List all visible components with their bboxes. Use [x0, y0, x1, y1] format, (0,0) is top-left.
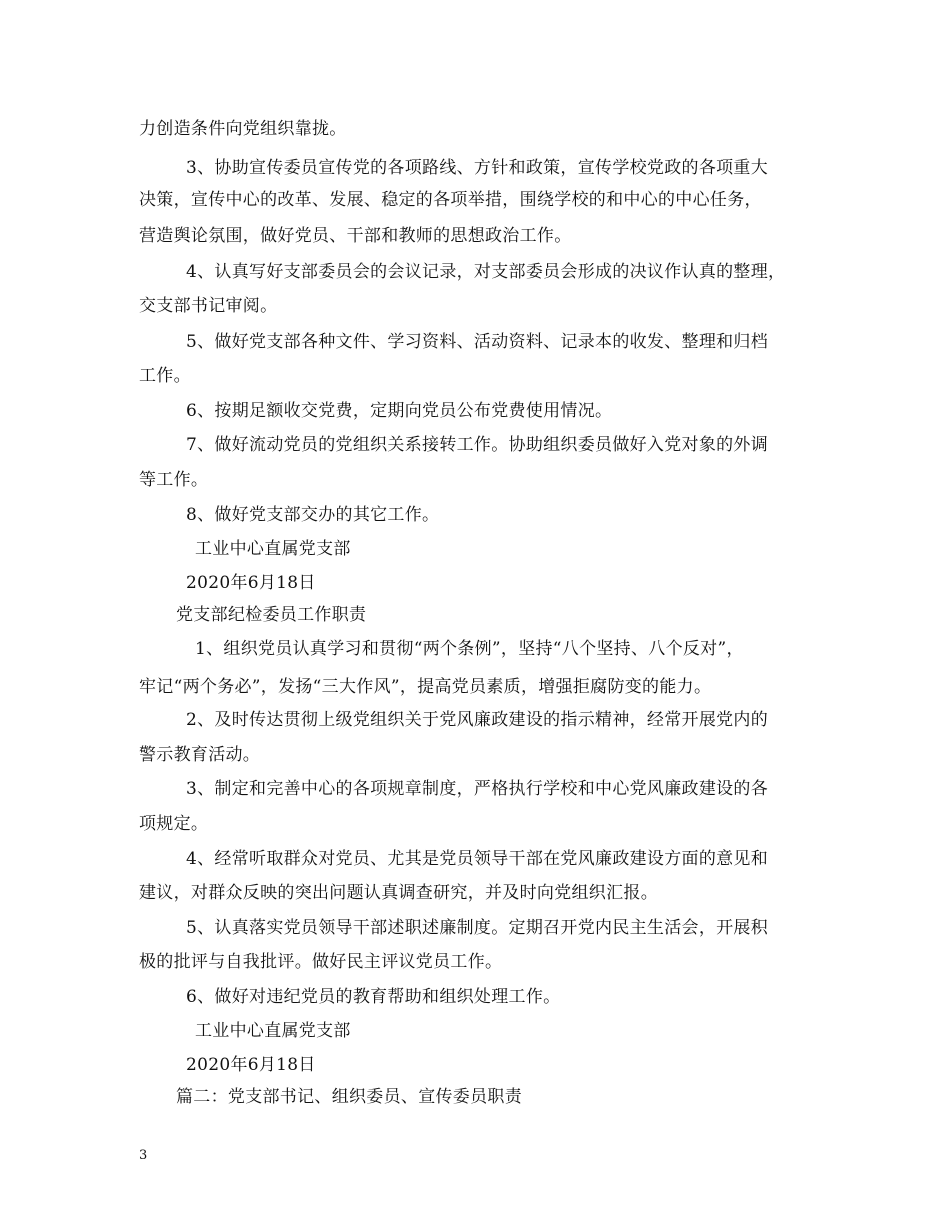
page-number: 3 — [139, 1148, 148, 1163]
text-line: 2、及时传达贯彻上级党组织关于党风廉政建设的指示精神，经常开展党内的 — [186, 710, 769, 730]
text-line: 力创造条件向党组织靠拢。 — [139, 119, 347, 139]
text-line: 5、认真落实党员领导干部述职述廉制度。定期召开党内民主生活会，开展积 — [186, 918, 769, 938]
text-line: 7、做好流动党员的党组织关系接转工作。协助组织委员做好入党对象的外调 — [186, 435, 769, 455]
text-line: 4、认真写好支部委员会的会议记录，对支部委员会形成的决议作认真的整理， — [186, 262, 786, 282]
text-line: 等工作。 — [139, 470, 209, 490]
signature-date: 2020年6月18日 — [186, 573, 316, 593]
signature-org: 工业中心直属党支部 — [195, 1021, 351, 1041]
text-line: 交支部书记审阅。 — [139, 296, 278, 316]
section-heading: 党支部纪检委员工作职责 — [176, 605, 367, 625]
text-line: 8、做好党支部交办的其它工作。 — [186, 505, 440, 525]
text-line: 6、按期足额收交党费，定期向党员公布党费使用情况。 — [186, 401, 613, 421]
text-line: 3、协助宣传委员宣传党的各项路线、方针和政策，宣传学校党政的各项重大 — [186, 158, 769, 178]
text-line: 极的批评与自我批评。做好民主评议党员工作。 — [139, 952, 503, 972]
text-line: 营造舆论氛围，做好党员、干部和教师的思想政治工作。 — [139, 226, 572, 246]
text-line: 1、组织党员认真学习和贯彻“两个条例”，坚持“八个坚持、八个反对”， — [195, 639, 744, 659]
signature-date: 2020年6月18日 — [186, 1055, 316, 1075]
signature-org: 工业中心直属党支部 — [195, 539, 351, 559]
text-line: 警示教育活动。 — [139, 745, 261, 765]
text-line: 5、做好党支部各种文件、学习资料、活动资料、记录本的收发、整理和归档 — [186, 332, 769, 352]
text-line: 决策，宣传中心的改革、发展、稳定的各项举措，围绕学校的和中心的中心任务， — [139, 190, 762, 210]
text-line: 牢记“两个务必”，发扬“三大作风”，提高党员素质，增强拒腐防变的能力。 — [139, 677, 712, 697]
section-heading: 篇二：党支部书记、组织委员、宣传委员职责 — [176, 1087, 522, 1107]
text-line: 项规定。 — [139, 814, 209, 834]
text-line: 工作。 — [139, 366, 191, 386]
text-line: 建议，对群众反映的突出问题认真调查研究，并及时向党组织汇报。 — [139, 883, 658, 903]
text-line: 6、做好对违纪党员的教育帮助和组织处理工作。 — [186, 987, 561, 1007]
text-line: 4、经常听取群众对党员、尤其是党员领导干部在党风廉政建设方面的意见和 — [186, 849, 769, 869]
text-line: 3、制定和完善中心的各项规章制度，严格执行学校和中心党风廉政建设的各 — [186, 779, 769, 799]
